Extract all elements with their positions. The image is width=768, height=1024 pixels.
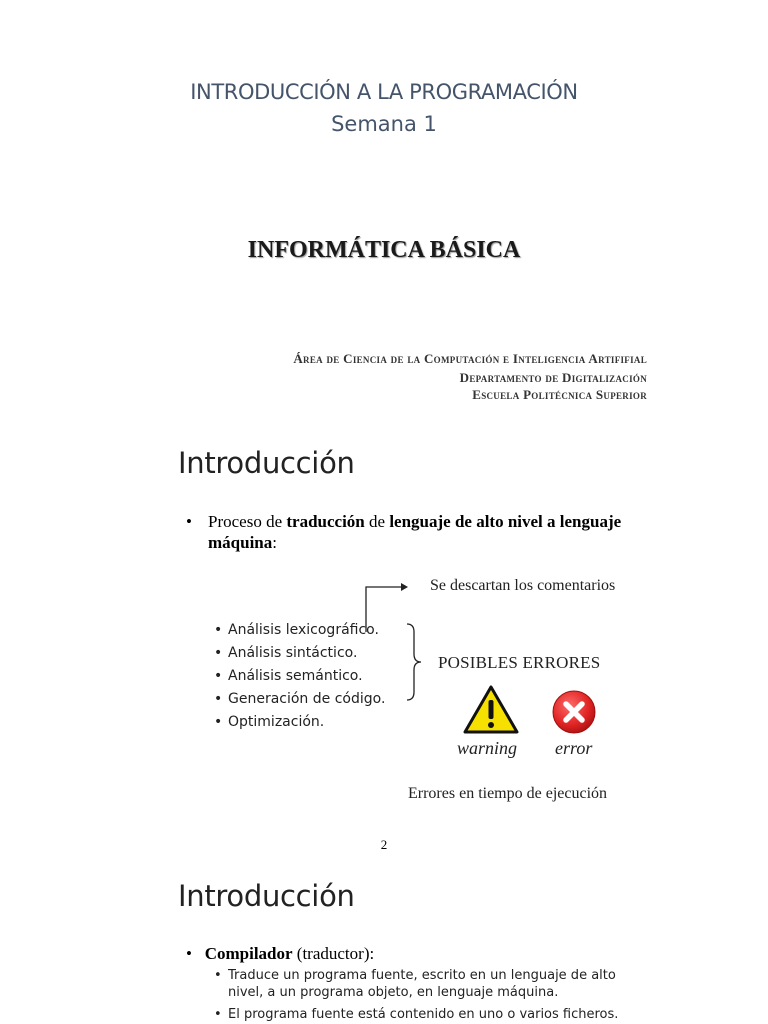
bullet-dot: • (186, 944, 192, 963)
list-item: • Generación de código. (214, 690, 385, 713)
main-title: INFORMÁTICA BÁSICA (247, 237, 521, 263)
compiler-bullet: • Compilador (traductor): (186, 944, 375, 963)
bullet-text: Proceso de traducción de lenguaje de alto nivel a lenguaje máquina: (208, 512, 622, 552)
warning-caption: warning (457, 738, 518, 758)
page-number: 2 (380, 837, 388, 852)
bold-term-language: lenguaje de alto nivel a lenguaje máquina (208, 512, 622, 552)
course-title: INTRODUCCIÓN A LA PROGRAMACIÓN (190, 80, 578, 104)
list-item: • Análisis semántico. (214, 667, 385, 690)
bullet-dot: • (186, 512, 192, 531)
compiler-steps-list (214, 621, 385, 736)
warning-triangle-icon (463, 685, 519, 735)
slide-heading: Introducción (178, 879, 355, 913)
course-week: Semana 1 (331, 112, 437, 136)
list-item (214, 1006, 634, 1024)
bullet-dot: • (214, 1007, 222, 1022)
bold-term-compiler: Compilador (204, 944, 293, 963)
comment-note: Se descartan los comentarios (430, 577, 616, 594)
list-item: • Análisis sintáctico. (214, 644, 385, 667)
possible-errors-title: POSIBLES ERRORES (438, 653, 601, 672)
affiliation-department: Departamento de Digitalización (459, 370, 647, 385)
error-cross-icon (550, 689, 598, 737)
curly-brace (404, 622, 426, 702)
list-item (214, 967, 634, 1003)
affiliation-school: Escuela Politécnica Superior (472, 387, 647, 402)
bold-term-translation: traducción (286, 512, 365, 531)
error-caption: error (555, 738, 593, 758)
bullet-dot: • (214, 968, 222, 983)
list-item: • Análisis lexicográfico. (214, 621, 385, 644)
runtime-errors-note: Errores en tiempo de ejecución (408, 785, 608, 802)
affiliation-area: Área de Ciencia de la Computación e Inteligencia Artififial (293, 351, 647, 366)
list-item: • Optimización. (214, 713, 385, 736)
slide-heading: Introducción (178, 446, 355, 480)
list-item-text: Traduce un programa fuente, escrito en un lenguaje de alto nivel, a un programa objeto, en lenguaje máquina. (228, 968, 616, 1000)
translation-bullet (186, 511, 636, 555)
list-item-text: El programa fuente está contenido en uno o varios ficheros. (228, 1007, 619, 1022)
